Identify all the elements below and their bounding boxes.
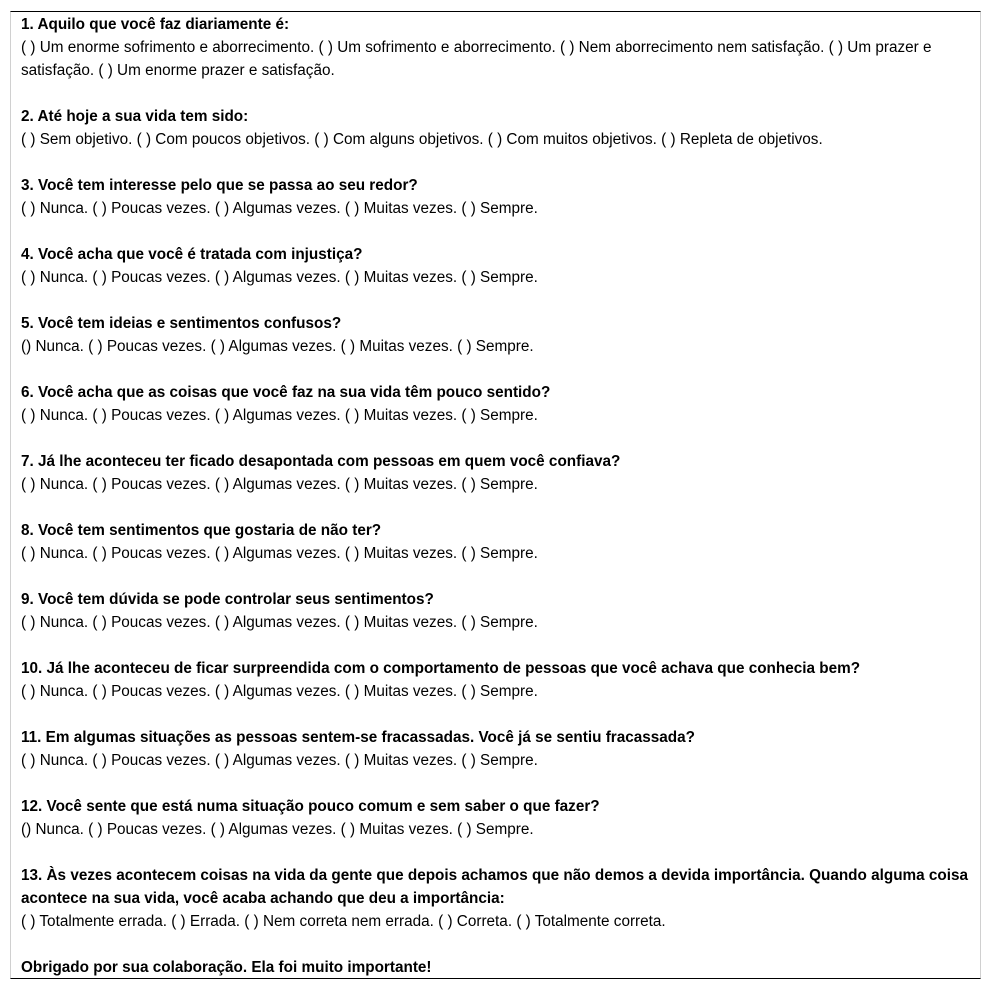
question-6 <box>21 381 970 427</box>
question-title: 10. Já lhe aconteceu de ficar surpreendida com o comportamento de pessoas que você achava que conhecia bem? <box>21 660 861 677</box>
question-5 <box>21 312 970 358</box>
question-9 <box>21 588 970 634</box>
question-title: 4. Você acha que você é tratada com injustiça? <box>21 246 363 263</box>
question-8 <box>21 519 970 565</box>
question-options: () Nunca. ( ) Poucas vezes. ( ) Algumas vezes. ( ) Muitas vezes. ( ) Sempre. <box>21 821 534 838</box>
question-options: () Nunca. ( ) Poucas vezes. ( ) Algumas vezes. ( ) Muitas vezes. ( ) Sempre. <box>21 338 534 355</box>
question-options: ( ) Nunca. ( ) Poucas vezes. ( ) Algumas vezes. ( ) Muitas vezes. ( ) Sempre. <box>21 614 538 631</box>
question-options: ( ) Nunca. ( ) Poucas vezes. ( ) Algumas vezes. ( ) Muitas vezes. ( ) Sempre. <box>21 545 538 562</box>
question-title: 12. Você sente que está numa situação pouco comum e sem saber o que fazer? <box>21 798 600 815</box>
question-10 <box>21 657 970 703</box>
question-options: ( ) Nunca. ( ) Poucas vezes. ( ) Algumas vezes. ( ) Muitas vezes. ( ) Sempre. <box>21 476 538 493</box>
question-options: ( ) Nunca. ( ) Poucas vezes. ( ) Algumas vezes. ( ) Muitas vezes. ( ) Sempre. <box>21 752 538 769</box>
questionnaire-table <box>10 11 981 979</box>
question-title: 5. Você tem ideias e sentimentos confusos? <box>21 315 342 332</box>
question-title: 8. Você tem sentimentos que gostaria de não ter? <box>21 522 382 539</box>
question-title: 1. Aquilo que você faz diariamente é: <box>21 16 290 33</box>
question-title: 9. Você tem dúvida se pode controlar seus sentimentos? <box>21 591 434 608</box>
question-title: 13. Às vezes acontecem coisas na vida da gente que depois achamos que não demos a devida importância. Quando alguma coisa acontece na sua vida, você acaba achando que deu a importância: <box>21 867 969 907</box>
question-options: ( ) Um enorme sofrimento e aborrecimento. ( ) Um sofrimento e aborrecimento. ( ) Nem aborrecimento nem satisfação. ( ) Um prazer e satisfação. ( ) Um enorme prazer e satisfação. <box>21 39 932 79</box>
question-options: ( ) Nunca. ( ) Poucas vezes. ( ) Algumas vezes. ( ) Muitas vezes. ( ) Sempre. <box>21 269 538 286</box>
question-13 <box>21 864 970 933</box>
question-3 <box>21 174 970 220</box>
question-title: 3. Você tem interesse pelo que se passa ao seu redor? <box>21 177 418 194</box>
question-title: 7. Já lhe aconteceu ter ficado desapontada com pessoas em quem você confiava? <box>21 453 621 470</box>
question-7 <box>21 450 970 496</box>
question-options: ( ) Totalmente errada. ( ) Errada. ( ) Nem correta nem errada. ( ) Correta. ( ) Totalmente correta. <box>21 913 666 930</box>
question-1 <box>21 13 970 82</box>
question-options: ( ) Nunca. ( ) Poucas vezes. ( ) Algumas vezes. ( ) Muitas vezes. ( ) Sempre. <box>21 407 538 424</box>
closing-message: Obrigado por sua colaboração. Ela foi muito importante! <box>21 959 432 976</box>
question-options: ( ) Nunca. ( ) Poucas vezes. ( ) Algumas vezes. ( ) Muitas vezes. ( ) Sempre. <box>21 200 538 217</box>
question-4 <box>21 243 970 289</box>
question-12 <box>21 795 970 841</box>
question-11 <box>21 726 970 772</box>
question-title: 11. Em algumas situações as pessoas sentem-se fracassadas. Você já se sentiu fracassada? <box>21 729 695 746</box>
question-title: 6. Você acha que as coisas que você faz na sua vida têm pouco sentido? <box>21 384 551 401</box>
question-options: ( ) Nunca. ( ) Poucas vezes. ( ) Algumas vezes. ( ) Muitas vezes. ( ) Sempre. <box>21 683 538 700</box>
question-title: 2. Até hoje a sua vida tem sido: <box>21 108 249 125</box>
question-options: ( ) Sem objetivo. ( ) Com poucos objetivos. ( ) Com alguns objetivos. ( ) Com muitos objetivos. ( ) Repleta de objetivos. <box>21 131 823 148</box>
question-2 <box>21 105 970 151</box>
